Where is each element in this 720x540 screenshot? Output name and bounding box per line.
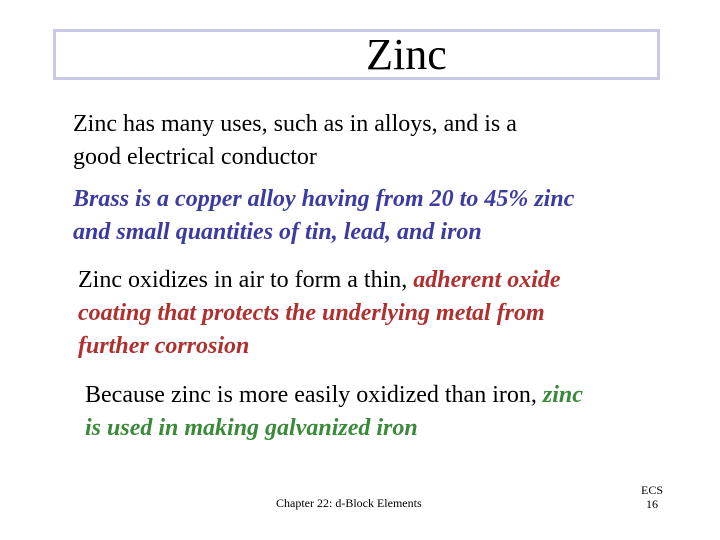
paragraph-galvanized [85,379,583,445]
footer-initials: ECS [640,483,663,497]
paragraph-brass-line-2: and small quantities of tin, lead, and iron [73,219,482,245]
footer-page-info [632,483,672,511]
paragraph-brass-line-1: Brass is a copper alloy having from 20 to 45% zinc [73,186,575,212]
paragraph-oxidation-plain: Zinc oxidizes in air to form a thin, [78,267,414,293]
paragraph-galvanized-plain: Because zinc is more easily oxidized than iron, [85,382,543,408]
paragraph-brass [73,183,574,249]
paragraph-oxidation-line-2: coating that protects the underlying metal from [78,300,545,326]
footer-page-number: 16 [646,497,658,511]
slide-title: Zinc [366,29,447,79]
paragraph-galvanized-emphasis: zinc [542,382,583,408]
footer-chapter: Chapter 22: d-Block Elements [276,496,422,510]
paragraph-uses [73,108,517,174]
paragraph-galvanized-line-2: is used in making galvanized iron [85,415,418,441]
paragraph-uses-line-1: Zinc has many uses, such as in alloys, and is a [73,111,517,137]
paragraph-galvanized-line-1 [85,379,583,412]
paragraph-uses-line-2: good electrical conductor [73,144,317,170]
paragraph-oxidation-line-1 [78,264,561,297]
paragraph-oxidation-line-3: further corrosion [78,333,250,359]
paragraph-oxidation [78,264,561,363]
paragraph-oxidation-emphasis: adherent oxide [413,267,561,293]
title-box [53,29,660,80]
